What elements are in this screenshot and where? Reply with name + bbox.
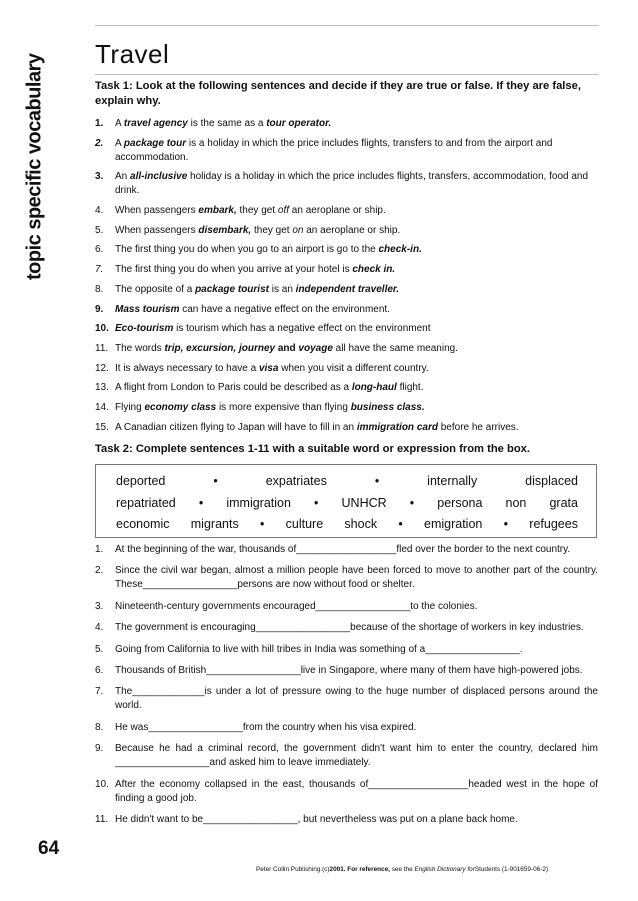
- task2-sentence: [95, 643, 598, 657]
- gap-fill-text: At the beginning of the war, thousands of__________________fled over the border to the next country.: [115, 544, 571, 555]
- task2-sentence: [95, 778, 598, 806]
- key-term: Mass tourism: [115, 303, 180, 315]
- key-term: economy class: [144, 401, 217, 413]
- sentence-text: is the same as a: [187, 118, 267, 129]
- word-option: shock: [344, 517, 378, 531]
- sentence-text: A: [115, 118, 124, 129]
- item-number: 1.: [95, 544, 104, 555]
- word-option: deported: [116, 474, 166, 488]
- item-number: 2.: [95, 565, 104, 577]
- sentence-text: they get: [236, 205, 278, 217]
- key-term: voyage: [298, 342, 333, 354]
- item-number: 11.: [95, 342, 109, 354]
- task1-sentence-list: [95, 117, 598, 440]
- bullet-separator: •: [259, 517, 265, 531]
- item-number: 5.: [95, 224, 104, 236]
- gap-fill-text: Going from California to live with hill tribes in India was something of a_________________.: [115, 643, 523, 655]
- sentence-text: The words: [115, 342, 165, 354]
- item-number: 5.: [95, 643, 104, 655]
- key-term: and: [277, 342, 296, 354]
- key-term: on: [292, 224, 304, 236]
- word-option: economic: [116, 517, 170, 531]
- footer-see: see the: [389, 866, 415, 873]
- word-option: immigration: [226, 495, 291, 510]
- task2-sentence: [95, 564, 598, 592]
- sentence-text: is tourism which has a negative effect on the environment: [173, 323, 431, 335]
- sentence-text: when you visit a different country.: [278, 362, 429, 374]
- task2-sentence: [95, 721, 598, 735]
- task1-sentence: [95, 170, 598, 198]
- gap-fill-text: He didn't want to be_________________, but nevertheless was put on a plane back home.: [115, 813, 518, 825]
- word-option: non: [505, 495, 527, 510]
- word-option: UNHCR: [341, 495, 387, 510]
- bullet-separator: •: [503, 517, 509, 531]
- sentence-text: they get: [251, 224, 293, 236]
- sentence-text: is a holiday in which the price includes flights, transfers to and from the airport and accommodation.: [115, 137, 553, 163]
- word-box-row: [116, 514, 578, 536]
- sentence-text: When passengers: [115, 205, 199, 217]
- sentence-text: Flying: [115, 401, 145, 413]
- gap-fill-text: The_____________is under a lot of pressure owing to the huge number of displaced persons around the world.: [115, 686, 598, 712]
- key-term: long-haul: [351, 382, 397, 394]
- task1-sentence: [95, 204, 598, 218]
- task2-sentence: [95, 664, 598, 678]
- item-number: 11.: [95, 813, 109, 825]
- word-option: expatriates: [265, 474, 327, 488]
- task2-sentence: [95, 621, 598, 635]
- item-number: 14.: [95, 401, 109, 413]
- bullet-separator: •: [374, 474, 380, 488]
- task1-sentence: [95, 381, 598, 395]
- sentence-text: It is always necessary to have a: [115, 362, 259, 374]
- word-option: emigration: [424, 517, 483, 531]
- key-term: check in.: [352, 264, 396, 276]
- word-option: migrants: [190, 517, 239, 531]
- item-number: 12.: [95, 362, 109, 374]
- task1-sentence: [95, 342, 598, 356]
- section-title-vertical: topic specific vocabulary: [23, 53, 46, 280]
- word-option: repatriated: [116, 495, 176, 510]
- gap-fill-text: Thousands of British_________________live in Singapore, where many of them have high-powered jobs.: [115, 664, 583, 676]
- word-option: culture: [285, 517, 324, 531]
- key-term: Eco-tourism: [115, 323, 174, 335]
- word-option: internally: [427, 474, 478, 488]
- key-term: visa: [258, 362, 279, 374]
- page-title: Travel: [95, 39, 170, 69]
- task1-sentence: [95, 224, 598, 238]
- item-number: 3.: [95, 171, 104, 183]
- key-term: disembark,: [198, 224, 252, 236]
- key-term: check-in.: [378, 244, 422, 256]
- key-term: embark,: [198, 205, 237, 217]
- page-number: 64: [38, 838, 60, 859]
- key-term: package tourist: [195, 283, 269, 295]
- item-number: 7.: [95, 264, 104, 276]
- task1-sentence: [95, 322, 598, 336]
- item-number: 13.: [95, 382, 109, 394]
- key-term: all-inclusive: [130, 171, 188, 183]
- item-number: 2.: [95, 137, 104, 149]
- item-number: 8.: [95, 283, 104, 295]
- word-box-row: [116, 471, 578, 493]
- bullet-separator: •: [198, 495, 204, 510]
- key-term: tour operator.: [266, 118, 332, 129]
- task1-sentence: [95, 137, 598, 165]
- sentence-text: is more expensive than flying: [216, 401, 351, 413]
- item-number: 3.: [95, 600, 104, 612]
- sentence-text: an aeroplane or ship.: [303, 224, 401, 236]
- sentence-text: flight.: [396, 382, 424, 394]
- footer-credit: [256, 866, 596, 873]
- word-option: refugees: [529, 517, 578, 531]
- gap-fill-text: Because he had a criminal record, the government didn't want him to enter the country, declared him _________________and asked him to leave immediately.: [115, 743, 598, 769]
- item-number: 10.: [95, 323, 109, 335]
- key-term: independent traveller.: [295, 283, 400, 295]
- word-option: displaced: [525, 474, 578, 488]
- key-term: package tour: [123, 137, 187, 149]
- title-rule: [95, 74, 599, 75]
- item-number: 6.: [95, 244, 104, 256]
- task2-sentence: [95, 543, 598, 557]
- task2-sentence: [95, 813, 598, 827]
- key-term: immigration card: [356, 421, 438, 433]
- task1-sentence: [95, 362, 598, 376]
- key-term: off: [277, 205, 290, 217]
- task1-sentence: [95, 243, 598, 257]
- item-number: 15.: [95, 421, 109, 433]
- word-option: grata: [549, 495, 578, 510]
- sentence-text: A: [115, 137, 124, 149]
- task1-sentence: [95, 421, 598, 435]
- sentence-text: A flight from London to Paris could be described as a: [115, 382, 352, 394]
- sentence-text: An: [115, 171, 131, 183]
- gap-fill-text: After the economy collapsed in the east, thousands of__________________headed west in the hope of finding a good job.: [115, 778, 598, 804]
- key-term: business class.: [350, 401, 425, 413]
- gap-fill-text: He was_________________from the country when his visa expired.: [115, 721, 417, 733]
- task1-sentence: [95, 283, 598, 297]
- footer-publisher: Peter Collin Publishing.(c): [256, 866, 330, 873]
- sentence-text: A Canadian citizen flying to Japan will have to fill in an: [115, 421, 357, 433]
- sentence-text: is an: [268, 283, 296, 295]
- item-number: 9.: [95, 743, 104, 755]
- sentence-text: The first thing you do when you arrive at your hotel is: [115, 264, 353, 276]
- sentence-text: before he arrives.: [437, 421, 519, 433]
- task2-sentence-list: [95, 543, 598, 834]
- sentence-text: The first thing you do when you go to an airport is go to the: [115, 244, 379, 256]
- word-box: [95, 464, 597, 538]
- word-box-row: [116, 493, 578, 515]
- item-number: 9.: [95, 303, 104, 315]
- footer-dictionary: English Dictionary for: [414, 866, 475, 873]
- bullet-separator: •: [314, 495, 319, 510]
- key-term: journey: [238, 342, 276, 354]
- item-number: 10.: [95, 778, 109, 790]
- item-number: 4.: [95, 622, 104, 634]
- item-number: 8.: [95, 721, 104, 733]
- key-term: excursion,: [186, 342, 237, 354]
- item-number: 4.: [95, 205, 104, 217]
- footer-year: 2001. For reference,: [329, 866, 390, 873]
- gap-fill-text: Nineteenth-century governments encouraged_________________to the colonies.: [115, 600, 478, 612]
- gap-fill-text: The government is encouraging_________________because of the shortage of workers in key industries.: [115, 622, 584, 634]
- key-term: travel agency: [123, 118, 188, 129]
- key-term: trip,: [164, 342, 184, 354]
- task1-heading: Task 1: Look at the following sentences and decide if they are true or false. If they are false, explain why.: [95, 80, 581, 107]
- item-number: 6.: [95, 664, 104, 676]
- task2-sentence: [95, 742, 598, 770]
- bullet-separator: •: [398, 517, 403, 531]
- word-option: persona: [437, 495, 483, 510]
- gap-fill-text: Since the civil war began, almost a million people have been forced to move to another part of the country. These_________________persons are now without food or shelter.: [115, 565, 598, 591]
- sentence-text: an aeroplane or ship.: [289, 205, 386, 217]
- bullet-separator: •: [213, 474, 218, 488]
- sentence-text: can have a negative effect on the environment.: [179, 303, 390, 315]
- bullet-separator: •: [409, 495, 415, 510]
- task1-sentence: [95, 263, 598, 277]
- sentence-text: all have the same meaning.: [332, 342, 458, 354]
- task2-sentence: [95, 600, 598, 614]
- task2-heading: Task 2: Complete sentences 1-11 with a suitable word or expression from the box.: [95, 443, 530, 455]
- item-number: 1.: [95, 118, 104, 129]
- task1-sentence: [95, 303, 598, 317]
- item-number: 7.: [95, 686, 104, 698]
- sentence-text: holiday is a holiday in which the price includes flights, transfers, accommodation, food and drink.: [115, 171, 589, 197]
- top-rule: [95, 25, 599, 26]
- task1-sentence: [95, 401, 598, 415]
- footer-isbn: Students (1-901659-06-2): [474, 866, 549, 873]
- task1-sentence: [95, 117, 598, 131]
- sentence-text: The opposite of a: [115, 283, 196, 295]
- sentence-text: When passengers: [115, 224, 199, 236]
- task2-sentence: [95, 685, 598, 713]
